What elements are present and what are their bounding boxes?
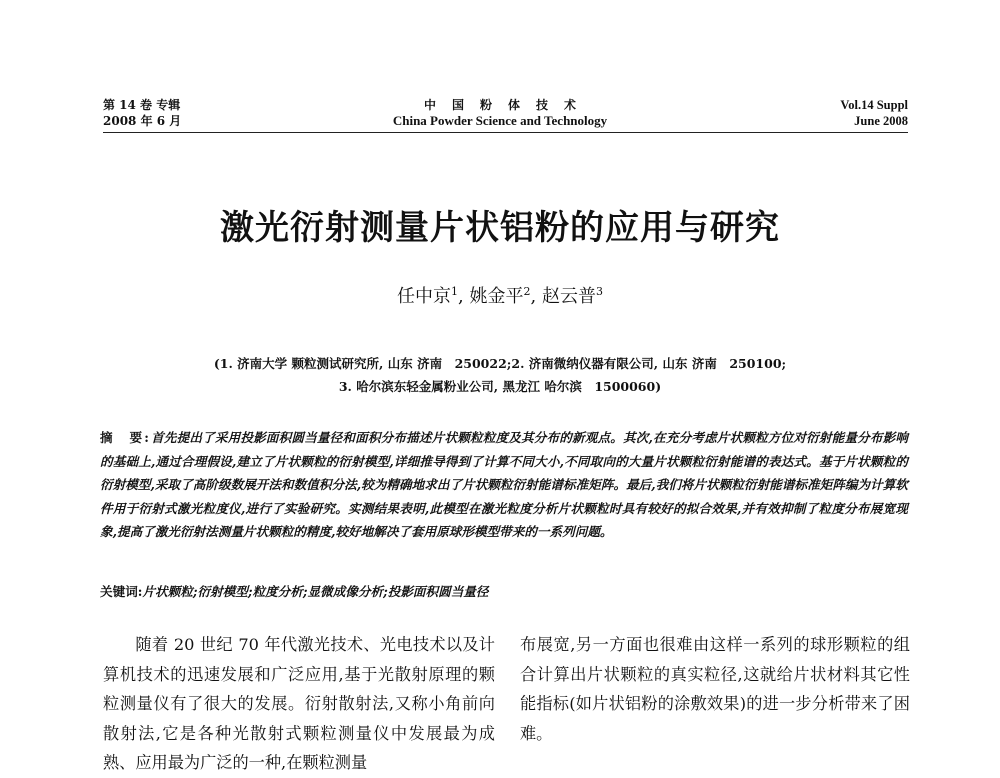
author-name: 姚金平 — [469, 286, 524, 307]
abstract-label: 摘 要: — [100, 430, 151, 445]
header-rule — [103, 132, 908, 133]
author-name: 赵云普 — [541, 286, 596, 307]
abstract-text: 首先提出了采用投影面积圆当量径和面积分布描述片状颗粒粒度及其分布的新观点。其次,在充分考虑片状颗粒方位对衍射能量分布影响的基础上,通过合理假设,建立了片状颗粒的衍射模型,详细推导得到了计算不同大小,不同取向的大量片状颗粒衍射能谱的表达式。基于片状颗粒的衍射模型,采取了高阶级数展开法和数值积分法,较为精确地求出了片状颗粒衍射能谱标准矩阵。最后,我们将片状颗粒衍射能谱标准矩阵编为计算软件用于衍射式激光粒度仪,进行了实验研究。实测结果表明,此模型在激光粒度分析片状颗粒时具有较好的拟合效果,并有效抑制了粒度分布展宽现象,提高了激光衍射法测量片状颗粒的精度,较好地解决了套用原球形模型带来的一系列问题。 — [100, 430, 908, 539]
issue-date-en: June 2008 — [854, 114, 908, 128]
body-column-left: 随着 20 世纪 70 年代激光技术、光电技术以及计算机技术的迅速发展和广泛应用,基于光散射原理的颗粒测量仪有了很大的发展。衍射散射法,又称小角前向散射法,它是各种光散射式颗粒测量仪中发展最为成熟、应用最为广泛的一种,在颗粒测量 — [103, 635, 495, 772]
author-affil-mark: 3 — [595, 285, 603, 298]
affiliations — [0, 352, 1000, 398]
issue-date-cn: 2008 年 6 月 — [103, 114, 182, 128]
volume-label-en: Vol.14 Suppl — [840, 98, 908, 112]
abstract — [100, 426, 908, 544]
paper-title: 激光衍射测量片状铝粉的应用与研究 — [220, 208, 780, 248]
volume-label: 第 14 卷 专辑 — [103, 98, 181, 112]
author-affil-mark: 2 — [523, 285, 531, 298]
author-separator: , — [458, 286, 470, 307]
keywords-text: 片状颗粒;衍射模型;粒度分析;显微成像分析;投影面积圆当量径 — [142, 584, 489, 599]
keywords-label: 关键词: — [100, 584, 143, 599]
journal-name-en: China Powder Science and Technology — [392, 113, 608, 128]
journal-name-cn: 中国粉体技术 — [423, 98, 592, 112]
affiliation-line: 3. 哈尔滨东轻金属粉业公司, 黑龙江 哈尔滨 1500060) — [338, 379, 662, 394]
author-name: 任中京 — [397, 286, 452, 307]
author-separator: , — [530, 286, 542, 307]
affiliation-line: (1. 济南大学 颗粒测试研究所, 山东 济南 250022;2. 济南微纳仪器有限公司, 山东 济南 250100; — [213, 356, 787, 371]
author-affil-mark: 1 — [451, 285, 459, 298]
journal-volume-info-en — [840, 97, 908, 129]
author-list — [0, 282, 1000, 308]
keywords — [100, 582, 908, 602]
body-column-right: 布展宽,另一方面也很难由这样一系列的球形颗粒的组合计算出片状颗粒的真实粒径,这就给片状材料其它性能指标(如片状铝粉的涂敷效果)的进一步分析带来了困难。 — [520, 635, 910, 743]
